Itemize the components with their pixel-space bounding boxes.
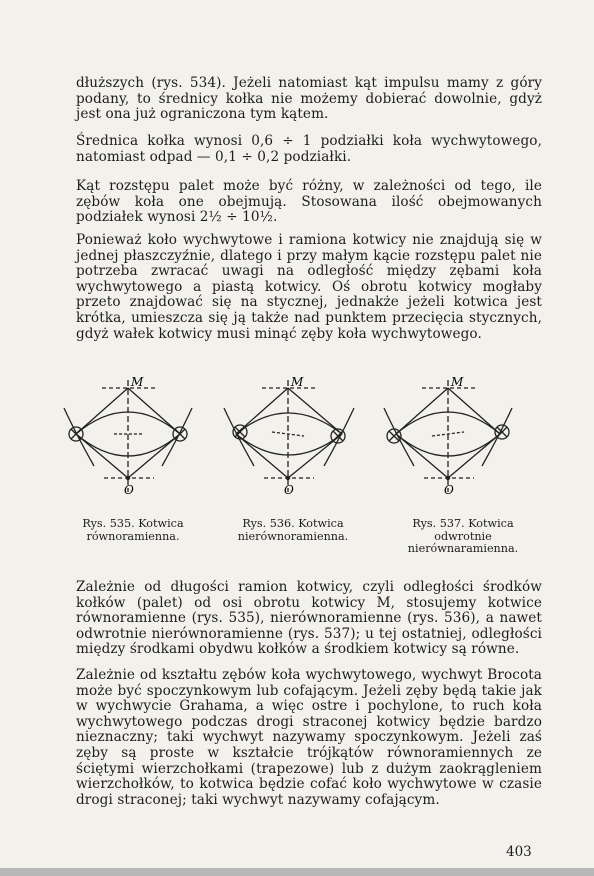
paragraph-3: Kąt rozstępu palet może być różny, w zależności od tego, ile zębów koła one obejmują. Stosowana ilość obejmowanych podziałek wynosi 2½ ÷ 10½.	[76, 178, 542, 226]
label-m: M	[451, 375, 464, 389]
paragraph-1: dłuższych (rys. 534). Jeżeli natomiast kąt impulsu mamy z góry podany, to średnicy kołka nie możemy dobierać dowolnie, gdyż jest ona już ograniczona tym kątem.	[76, 75, 542, 123]
paragraph-5: Zależnie od długości ramion kotwicy, czyli odległości środków kołków (palet) od osi obrotu kotwicy M, stosujemy kotwice równoramienne (rys. 535), nierównoramienne (rys. 536), a nawet odwrotnie nierównoramienne (rys. 537); u tej ostatniej, odległości między środkami obydwu kołków a środkiem kotwicy są równe.	[76, 579, 542, 658]
anchor-diagram-equal-arms	[54, 370, 214, 510]
figure-537-caption: Rys. 537. Kotwica odwrotnie nierównaramienna.	[407, 517, 519, 556]
page-number: 403	[506, 844, 532, 860]
paragraph-4: Ponieważ koło wychwytowe i ramiona kotwicy nie znajdują się w jednej płaszczyźnie, dlatego i przy małym kącie rozstępu palet nie potrzeba zwracać uwagi na odległość między zębami koła wychwytowego a piastą kotwicy. Oś obrotu kotwicy mogłaby przeto znajdować się na stycznej, jednakże jeżeli kotwica jest krótka, umieszcza się ją także nad punktem przecięcia stycznych, gdyż wałek kotwicy musi minąć zęby koła wychwytowego.	[76, 232, 542, 342]
paragraph-6: Zależnie od kształtu zębów koła wychwytowego, wychwyt Brocota może być spoczynkowym lub cofającym. Jeżeli zęby będą takie jak w wychwycie Grahama, a więc ostre i pochylone, to ruch koła wychwytowego podczas drogi straconej kotwicy będzie bardzo nieznaczny; taki wychwyt nazywamy spoczynkowym. Jeżeli zaś zęby są proste w kształcie trójkątów równoramiennych ze ściętymi wierzchołkami (trapezowe) lub z dużym zaokrągleniem wierzchołków, to kotwica będzie cofać koło wychwytowe w czasie drogi straconej; taki wychwyt nazywamy cofającym.	[76, 667, 542, 808]
figure-537	[374, 370, 534, 556]
label-o: O	[444, 483, 454, 497]
figure-536	[214, 370, 374, 543]
scan-edge	[0, 868, 594, 876]
figure-535	[54, 370, 214, 543]
anchor-diagram-unequal-arms	[214, 370, 374, 510]
label-o: O	[284, 483, 294, 497]
figure-535-caption: Rys. 535. Kotwica równoramienna.	[82, 517, 184, 543]
paragraph-2: Średnica kołka wynosi 0,6 ÷ 1 podziałki koła wychwytowego, natomiast odpad — 0,1 ÷ 0,2 podziałki.	[76, 133, 542, 165]
label-m: M	[131, 375, 144, 389]
figures-row	[54, 370, 544, 560]
label-o: O	[124, 483, 134, 497]
figure-536-caption: Rys. 536. Kotwica nierównoramienna.	[237, 517, 349, 543]
anchor-diagram-reverse-unequal-arms	[374, 370, 534, 510]
label-m: M	[291, 375, 304, 389]
